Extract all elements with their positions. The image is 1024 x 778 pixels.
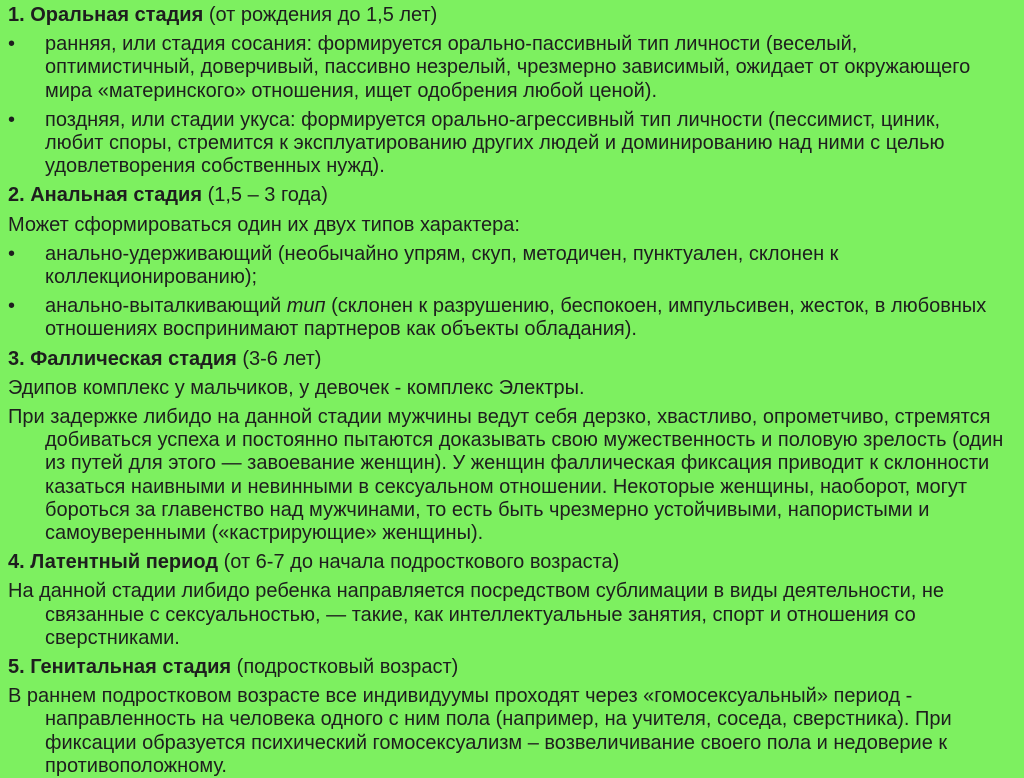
section-1-bullet-2: [8, 109, 1004, 179]
section-4-heading: [8, 551, 1004, 574]
section-3-title: 3. Фаллическая стадия: [8, 347, 237, 370]
bullet-dot: •: [8, 33, 16, 56]
section-2-title: 2. Анальная стадия: [8, 184, 203, 207]
section-5-subtitle: (подростковый возраст): [231, 656, 459, 679]
bullet-text: поздняя, или стадии укуса: формируется орально-агрессивный тип личности (пессимист, циник, любит споры, стремится к эксплуатированию других людей и доминированию над ними с целью удовлетворения собственных нужд).: [45, 108, 945, 178]
section-4-para-1: На данной стадии либидо ребенка направляется посредством сублимации в виды деятельности, не связанные с сексуальностью, — такие, как интеллектуальные занятия, спорт и отношения со сверстниками.: [8, 580, 945, 649]
section-2-heading: [8, 184, 1004, 207]
bullet-text: ранняя, или стадия сосания: формируется орально-пассивный тип личности (веселый, оптимистичный, доверчивый, пассивно незрелый, чрезмерно зависимый, ожидает от окружающего мира «материнского» отношения, ищет одобрения любой ценой).: [45, 33, 971, 102]
section-5-title: 5. Генитальная стадия: [8, 656, 232, 679]
bullet-dot: •: [8, 242, 16, 265]
section-3-para-2: При задержке либидо на данной стадии мужчины ведут себя дерзко, хвастливо, опрометчиво, стремятся добиваться успеха и постоянно пытаются доказывать свою мужественность и половую зрелость (один из путей для этого — завоевание женщин). У женщин фаллическая фиксация приводит к склонности казаться наивными и невинными в сексуальном отношении. Некоторые женщины, наоборот, могут бороться за главенство над мужчинами, то есть быть чрезмерно устойчивыми, напористыми и самоуверенными («кастрирующие» женщины).: [8, 406, 1004, 545]
bullet-dot: •: [8, 295, 16, 318]
section-1-title: 1. Оральная стадия: [8, 4, 204, 26]
section-5-heading: [8, 656, 1004, 679]
section-5-para-1: В раннем подростковом возрасте все индивидуумы проходят через «гомосексуальный» период - направленность на человека одного с ним пола (например, на учителя, соседа, сверстника). При фиксации образуется психический гомосексуализм – возвеличивание своего пола и недоверие к противоположному.: [8, 685, 952, 777]
bullet-text-post: (склонен к разрушению, беспокоен, импульсивен, жесток, в любовных отношениях воспринимают партнеров как объекты обладания).: [45, 295, 987, 341]
section-4-title: 4. Латентный период: [8, 551, 219, 574]
bullet-text-pre: анально-выталкивающий: [45, 295, 287, 318]
section-2-intro: Может сформироваться один их двух типов характера:: [8, 213, 520, 236]
section-2-bullet-2: [8, 295, 1004, 341]
section-3-para-1: Эдипов комплекс у мальчиков, у девочек - комплекс Электры.: [8, 376, 585, 399]
section-3-heading: [8, 348, 1004, 371]
section-4-subtitle: (от 6-7 до начала подросткового возраста): [218, 551, 620, 574]
section-1-subtitle: (от рождения до 1,5 лет): [203, 4, 438, 26]
section-2-bullet-1: [8, 243, 1004, 289]
section-3-subtitle: (3-6 лет): [236, 347, 322, 370]
section-1-bullet-1: [8, 33, 1004, 103]
section-1-heading: [8, 4, 1004, 27]
bullet-dot: •: [8, 108, 16, 131]
section-2-subtitle: (1,5 – 3 года): [202, 184, 328, 207]
bullet-text-em: тип: [286, 295, 326, 318]
bullet-text: анально-удерживающий (необычайно упрям, скуп, методичен, пунктуален, склонен к коллекционированию);: [45, 242, 839, 289]
